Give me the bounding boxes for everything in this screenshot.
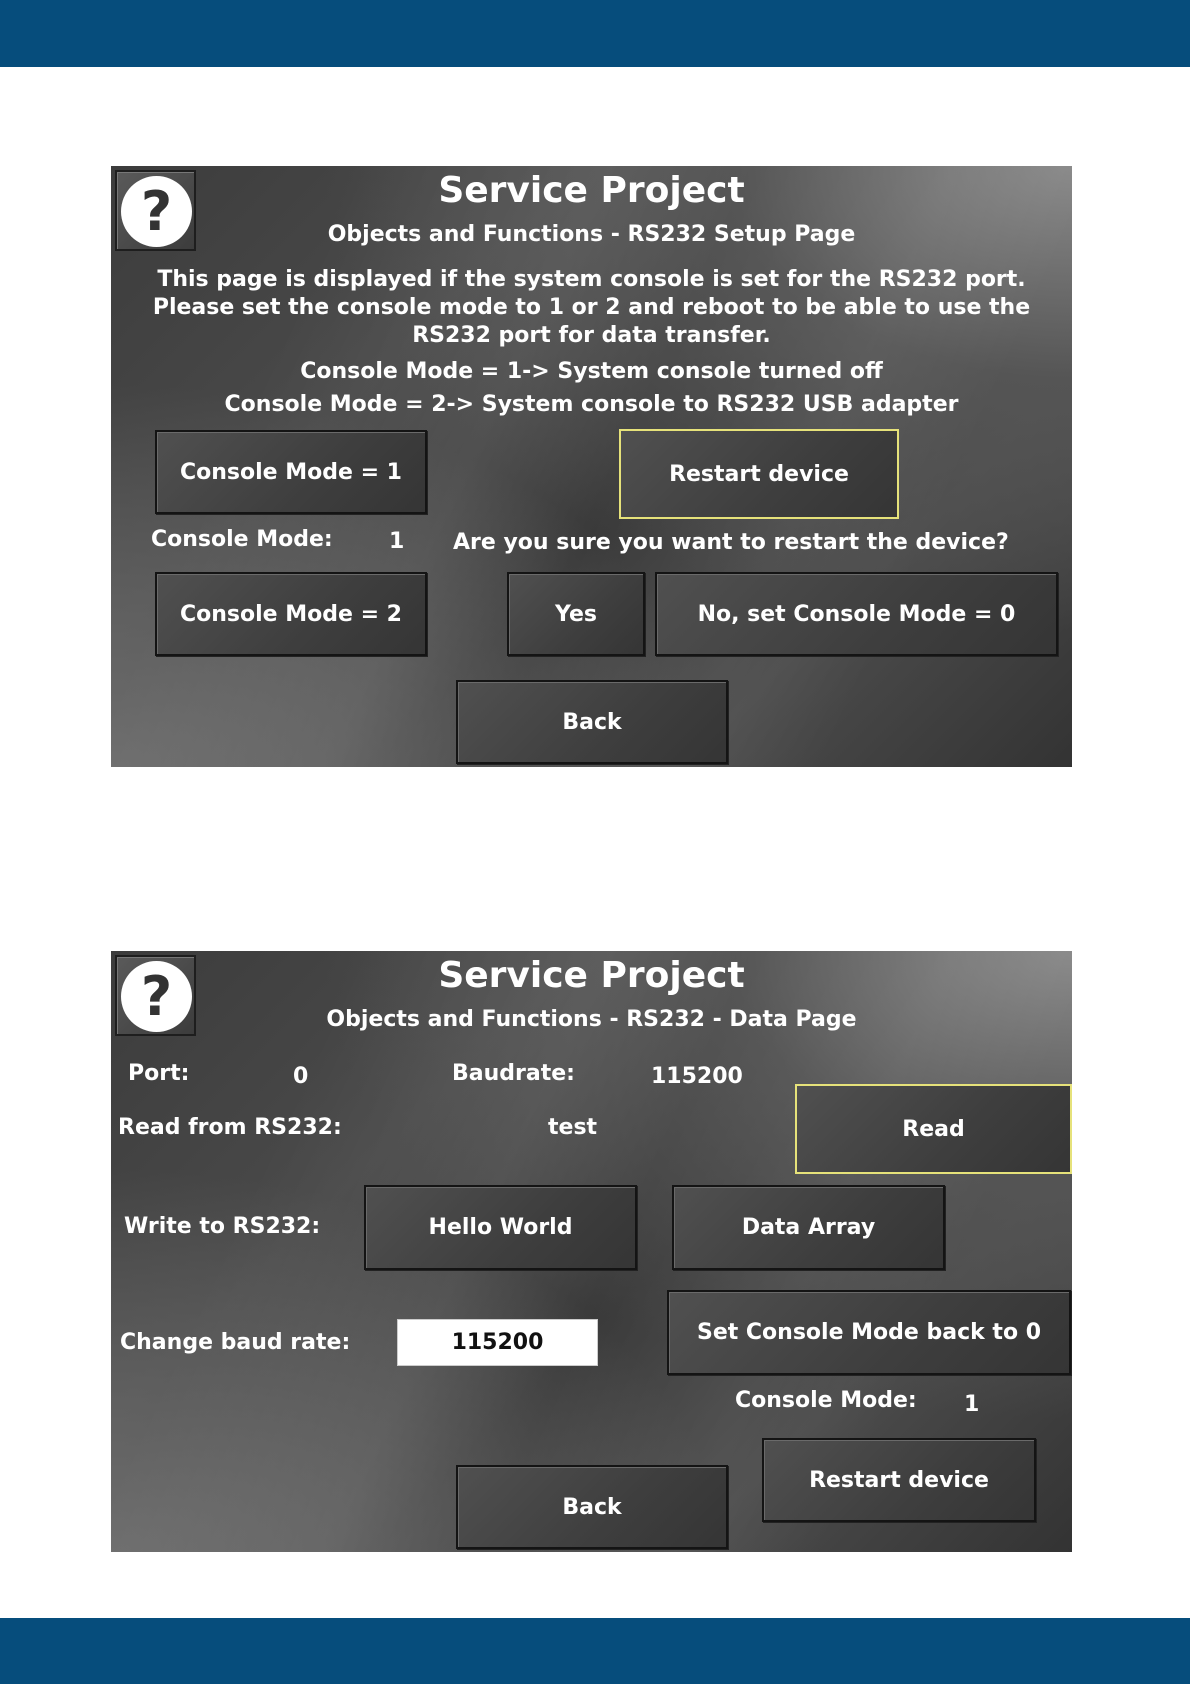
console-mode-value: 1 [389,529,405,554]
page-subtitle: Objects and Functions - RS232 - Data Page [326,1007,857,1032]
console-mode-label: Console Mode: [151,527,333,552]
yes-button[interactable]: Yes [507,572,645,656]
read-from-rs232-label: Read from RS232: [118,1115,342,1140]
top-header-band [0,0,1190,67]
info-line-1: This page is displayed if the system console is set for the RS232 port. [157,267,1026,292]
mode-1-description: Console Mode = 1-> System console turned off [300,359,883,384]
console-mode-label: Console Mode: [735,1388,917,1413]
baudrate-value: 115200 [651,1064,743,1089]
page-title: Service Project [438,955,745,996]
back-button[interactable]: Back [456,680,728,764]
console-mode-1-button[interactable]: Console Mode = 1 [155,430,427,514]
port-label: Port: [128,1061,190,1086]
hello-world-button[interactable]: Hello World [364,1185,637,1270]
mode-2-description: Console Mode = 2-> System console to RS232 USB adapter [224,392,959,417]
console-mode-value: 1 [964,1392,980,1417]
rs232-setup-screen [111,166,1072,767]
set-console-mode-0-button[interactable]: Set Console Mode back to 0 [667,1290,1071,1375]
change-baud-rate-label: Change baud rate: [120,1330,351,1355]
restart-confirm-question: Are you sure you want to restart the device? [453,530,1009,555]
write-to-rs232-label: Write to RS232: [124,1214,321,1239]
data-array-button[interactable]: Data Array [672,1185,945,1270]
page-subtitle: Objects and Functions - RS232 Setup Page [327,222,856,247]
back-button[interactable]: Back [456,1465,728,1549]
baud-rate-input[interactable]: 115200 [397,1319,598,1366]
no-set-console-mode-0-button[interactable]: No, set Console Mode = 0 [655,572,1058,656]
restart-device-button[interactable]: Restart device [619,429,899,519]
help-icon: ? [121,961,192,1032]
info-line-2: Please set the console mode to 1 or 2 and reboot to be able to use the [152,295,1031,320]
info-line-3: RS232 port for data transfer. [412,323,771,348]
read-button[interactable]: Read [795,1084,1072,1174]
bottom-footer-band [0,1618,1190,1684]
console-mode-2-button[interactable]: Console Mode = 2 [155,572,427,656]
help-icon: ? [121,176,192,247]
rs232-data-screen [111,951,1072,1552]
read-value: test [548,1115,598,1140]
port-value: 0 [293,1064,309,1089]
baudrate-label: Baudrate: [452,1061,575,1086]
page-title: Service Project [438,170,745,211]
restart-device-button[interactable]: Restart device [762,1438,1036,1522]
